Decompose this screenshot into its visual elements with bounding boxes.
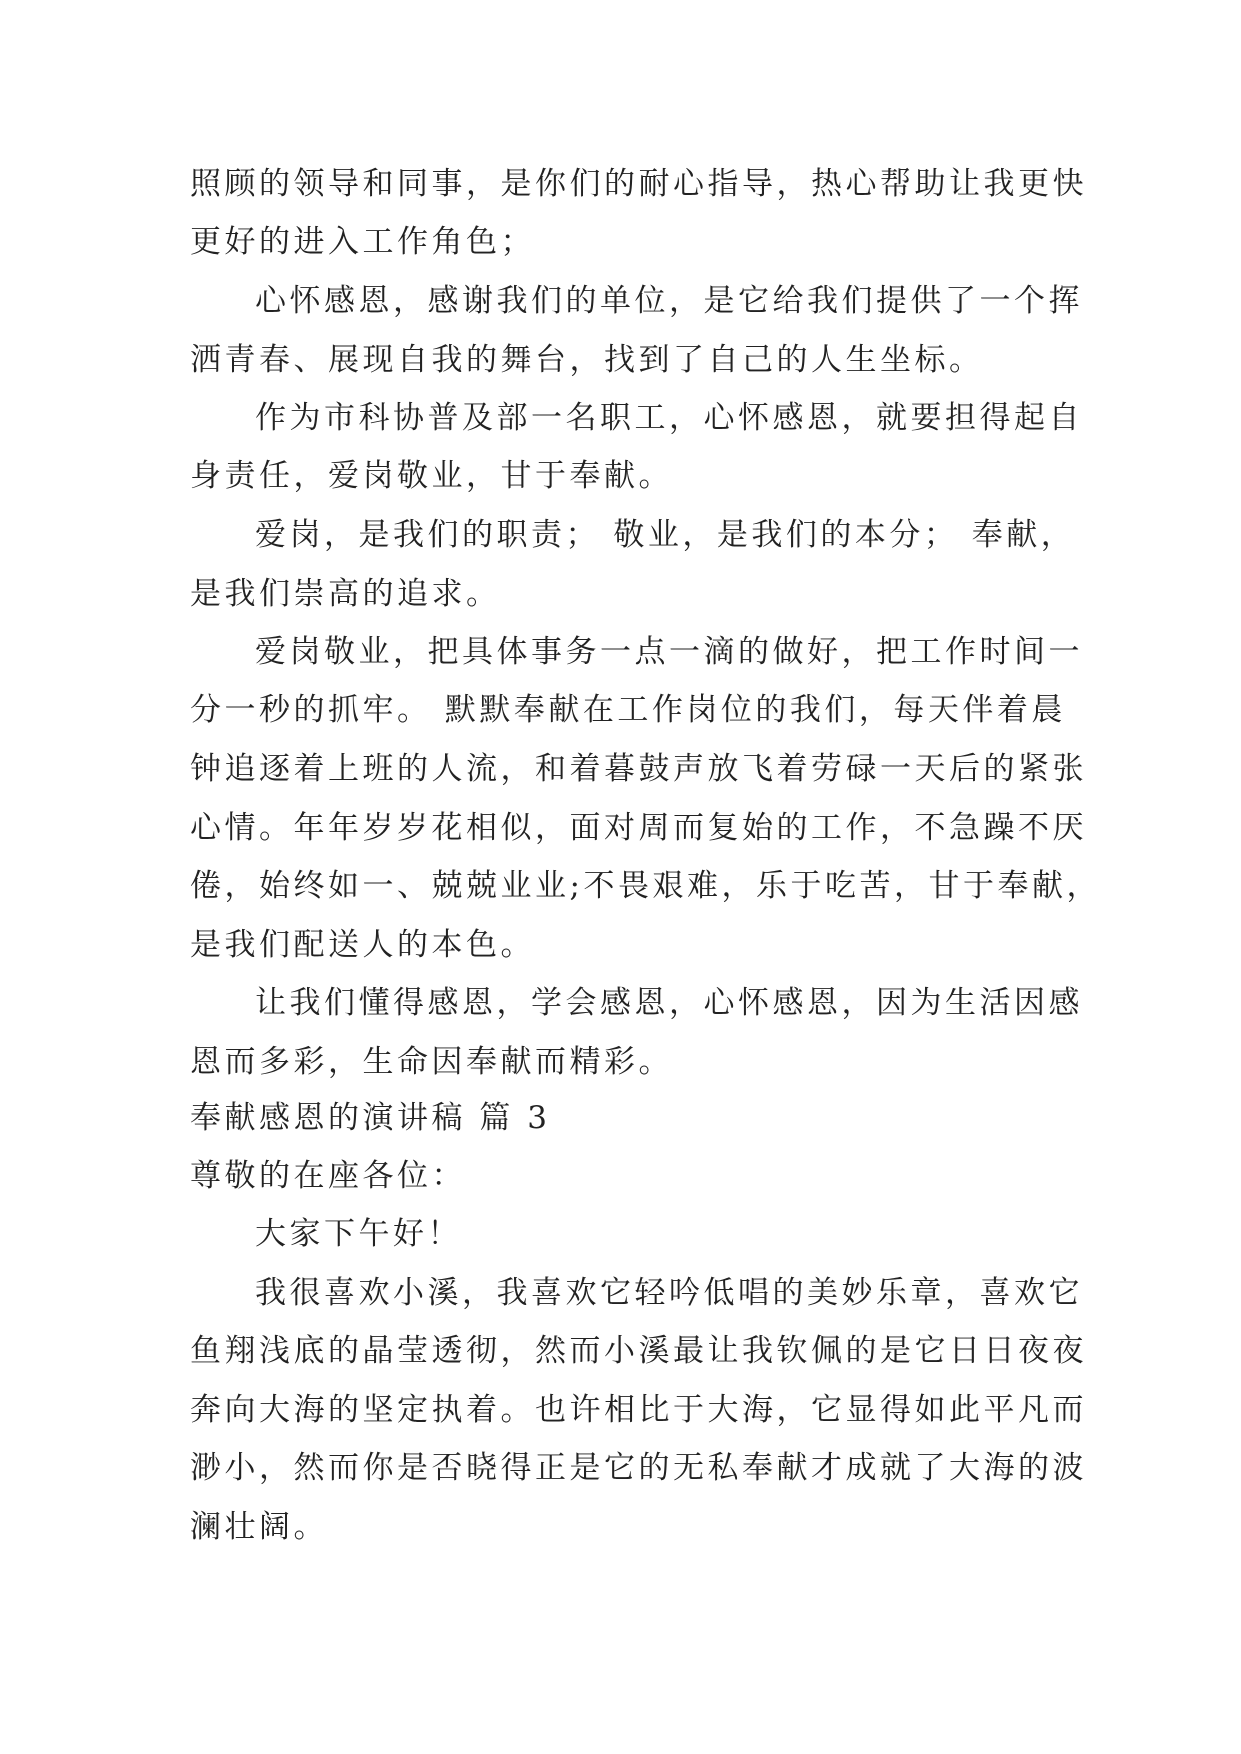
greeting: 大家下午好！: [255, 1216, 462, 1252]
text-line: 洒青春、展现自我的舞台，找到了自己的人生坐标。: [190, 342, 984, 378]
text-line: 爱岗敬业，把具体事务一点一滴的做好，把工作时间一: [255, 634, 1083, 670]
text-line: 作为市科协普及部一名职工，心怀感恩，就要担得起自: [255, 400, 1083, 436]
section-heading: 奉献感恩的演讲稿 篇 3: [190, 1100, 551, 1136]
text-line: 爱岗，是我们的职责； 敬业，是我们的本分； 奉献，: [255, 517, 1076, 553]
text-line: 更好的进入工作角色；: [190, 224, 535, 260]
text-line: 照顾的领导和同事，是你们的耐心指导，热心帮助让我更快: [190, 166, 1087, 202]
text-line: 澜壮阔。: [190, 1509, 328, 1545]
text-line: 我很喜欢小溪，我喜欢它轻吟低唱的美妙乐章，喜欢它: [255, 1275, 1083, 1311]
text-line: 心情。年年岁岁花相似，面对周而复始的工作，不急躁不厌: [190, 810, 1087, 846]
text-line: 是我们崇高的追求。: [190, 576, 501, 612]
text-line: 钟追逐着上班的人流，和着暮鼓声放飞着劳碌一天后的紧张: [190, 751, 1087, 787]
text-line: 恩而多彩，生命因奉献而精彩。: [190, 1044, 673, 1080]
text-line: 鱼翔浅底的晶莹透彻，然而小溪最让我钦佩的是它日日夜夜: [190, 1333, 1087, 1369]
text-line: 倦，始终如一、兢兢业业;不畏艰难，乐于吃苦，甘于奉献，: [190, 868, 1101, 904]
text-line: 身责任，爱岗敬业，甘于奉献。: [190, 458, 673, 494]
text-line: 是我们配送人的本色。: [190, 927, 535, 963]
text-line: 心怀感恩，感谢我们的单位，是它给我们提供了一个挥: [255, 283, 1083, 319]
text-line: 分一秒的抓牢。 默默奉献在工作岗位的我们，每天伴着晨: [190, 692, 1066, 728]
text-line: 渺小，然而你是否晓得正是它的无私奉献才成就了大海的波: [190, 1450, 1087, 1486]
text-line: 奔向大海的坚定执着。也许相比于大海，它显得如此平凡而: [190, 1392, 1087, 1428]
text-line: 让我们懂得感恩，学会感恩，心怀感恩，因为生活因感: [255, 985, 1083, 1021]
salutation: 尊敬的在座各位：: [190, 1158, 466, 1194]
